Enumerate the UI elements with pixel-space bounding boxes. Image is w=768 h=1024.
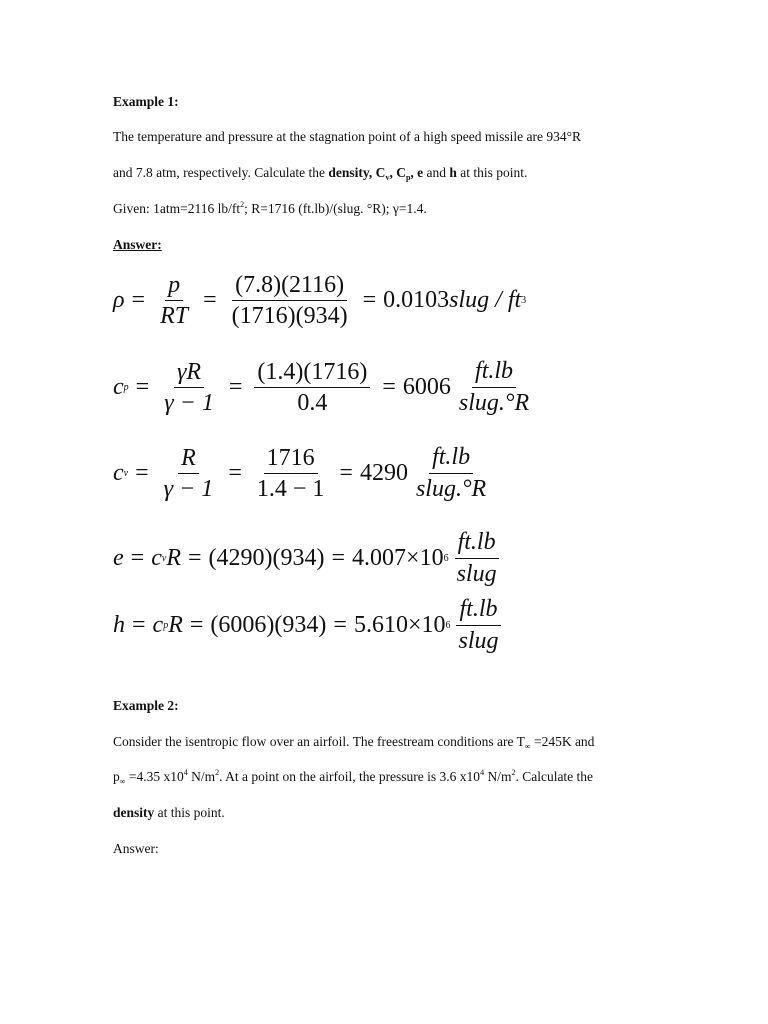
example2-title: Example 2: <box>113 698 179 713</box>
equation-cv: c v = $\frac{R}{\gamma - 1}$ = $\frac{1716}{1.4 - 1}$ = 4290 $\frac{ft.lb}{\text{slug.°R}}$ <box>113 444 487 502</box>
example1-problem-line2: and 7.8 atm, respectively. Calculate the density, $C_v$, $C_p$, e and h at this point. <box>113 165 528 182</box>
example1-given: Given: 1atm=2116 $lb/ft^2$; R=1716 (ft.lb)/(slug. °R); γ=1.4. <box>113 200 427 216</box>
example1-answer-label: Answer: <box>113 237 162 252</box>
example1-problem-line1: The temperature and pressure at the stagnation point of a high speed missile are 934°R <box>113 129 582 144</box>
example2-answer-label: Answer: <box>113 841 159 856</box>
equation-internal-energy: e = c v R = (4290)(934) = 4.007×10 6 $\frac{ft.lb}{\text{slug}}$ <box>113 529 497 587</box>
equation-cp: c p = $\frac{\gamma R}{\gamma - 1}$ = $\frac{(1.4)(1716)}{0.4}$ = 6006 $\frac{ft.lb}{\text{slug.°R}}$ <box>113 358 530 416</box>
example2-problem-line2: $p_\infty =4.35$ $x10^4$ $N/m^2$. At a point on the airfoil, the pressure is 3.6 $x10^4$ $N/m^2$. Calculate the <box>113 768 594 786</box>
equation-density: ρ = $\frac{p}{RT}$ = $\frac{(7.8)(2116)}{(1716)(934)}$ = 0.0103 slug / ft 3 <box>113 272 527 329</box>
example2-problem-line3: density at this point. <box>113 805 225 820</box>
example2-problem-line1: Consider the isentropic flow over an airfoil. The freestream conditions are $T_\infty =245K$ and <box>113 734 595 751</box>
example1-title: Example 1: <box>113 94 179 109</box>
equation-enthalpy: h = c p R = (6006)(934) = 5.610×10 6 $\frac{ft.lb}{\text{slug}}$ <box>113 596 499 654</box>
